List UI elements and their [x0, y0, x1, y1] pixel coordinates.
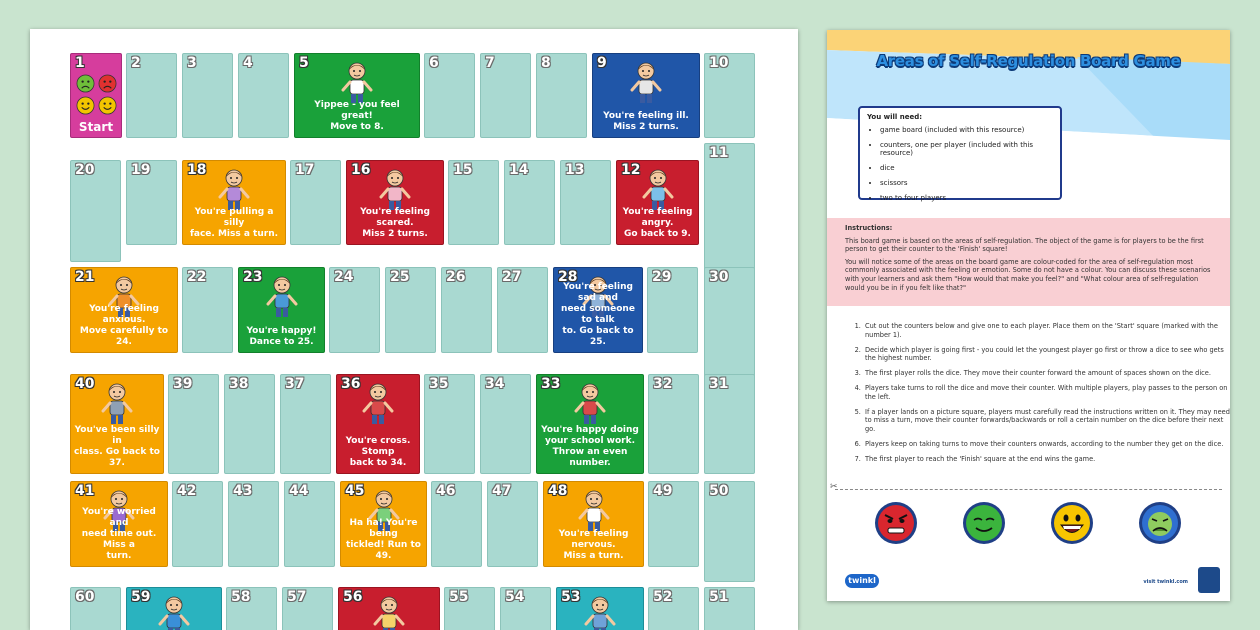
- calm-face-icon: [76, 96, 95, 115]
- square-number: 32: [653, 376, 673, 392]
- board-square-8: [536, 53, 587, 138]
- intro-box: [827, 218, 1230, 306]
- board-square-35: [424, 374, 475, 474]
- step-item: 6. Players keep on taking turns to move their counters onwards, according to the number they get on the dice.: [863, 440, 1230, 449]
- cut-line: [835, 489, 1222, 490]
- square-number: 55: [449, 589, 469, 605]
- step-item: 1. Cut out the counters below and give one to each player. Place them on the 'Start' square (marked with the number 1).: [863, 322, 1230, 340]
- square-instruction: You're feeling angry. Go back to 9.: [622, 207, 693, 239]
- square-number: 37: [285, 376, 305, 392]
- board-square-43: [228, 481, 279, 567]
- board-square-45: [340, 481, 427, 567]
- board-square-47: [487, 481, 538, 567]
- board-square-9: [592, 53, 700, 138]
- square-number: 43: [233, 483, 253, 499]
- board-square-23: [238, 267, 325, 353]
- class-silly-icon: [97, 381, 137, 425]
- square-instruction: You're happy doing your school work. Throw an even number.: [541, 425, 639, 468]
- scissors-icon: ✂: [830, 482, 838, 492]
- step-item: 4. Players take turns to roll the dice and move their counter. With multiple players, play passes to the person on the left.: [863, 384, 1230, 402]
- square-number: 5: [299, 55, 309, 71]
- square-number: 49: [653, 483, 673, 499]
- square-number: 26: [446, 269, 466, 285]
- board-square-29: [647, 267, 698, 353]
- square-number: 22: [187, 269, 207, 285]
- board-square-36: [336, 374, 420, 474]
- requirements-heading: You will need:: [867, 113, 923, 121]
- board-square-32: [648, 374, 699, 474]
- board-square-14: [504, 160, 555, 245]
- square-number: 23: [243, 269, 263, 285]
- square-number: 13: [565, 162, 585, 178]
- square-number: 19: [131, 162, 151, 178]
- girl-dancing-icon: [337, 60, 377, 104]
- board-square-51: [704, 587, 755, 630]
- square-number: 59: [131, 589, 151, 605]
- board-square-31: [704, 374, 755, 474]
- board-square-59: [126, 587, 222, 630]
- square-number: 60: [75, 589, 95, 605]
- girl-table-icon: [369, 594, 409, 630]
- start-square: [70, 53, 122, 138]
- requirement-item: • game board (included with this resource): [880, 126, 1053, 134]
- square-instruction: Yippee - you feel great! Move to 8.: [314, 100, 400, 132]
- square-number: 16: [351, 162, 371, 178]
- site-link[interactable]: visit twinkl.com: [1143, 579, 1188, 585]
- board-square-18: [182, 160, 286, 245]
- square-instruction: You're happy! Dance to 25.: [246, 326, 317, 347]
- ill-face-icon: [76, 74, 95, 93]
- square-number: 10: [709, 55, 729, 71]
- board-square-60: [70, 587, 121, 630]
- square-number: 18: [187, 162, 207, 178]
- square-number: 2: [131, 55, 141, 71]
- intro-paragraph: This board game is based on the areas of self-regulation. The object of the game is for players to be the first person to get their counter to the 'Finish' square!: [845, 236, 1204, 254]
- board-square-40: [70, 374, 164, 474]
- step-item: 7. The first player to reach the 'Finish' square at the end wins the game.: [863, 455, 1230, 464]
- step-item: 5. If a player lands on a picture square, players must carefully read the instructions written on it. They may need to miss a turn, move their counter forwards/backwards or roll a certain number on the dice before their next go.: [863, 408, 1230, 434]
- square-number: 52: [653, 589, 673, 605]
- board-square-34: [480, 374, 531, 474]
- board-square-44: [284, 481, 335, 567]
- board-square-55: [444, 587, 495, 630]
- square-number: 4: [243, 55, 253, 71]
- square-instruction: You're cross. Stomp back to 34.: [345, 436, 411, 468]
- square-instruction: You're pulling a silly face. Miss a turn.: [189, 207, 279, 239]
- square-number: 36: [341, 376, 361, 392]
- boy-door-icon: [580, 594, 620, 630]
- boy-happy-icon: [262, 274, 302, 318]
- girl-silly-icon: [214, 167, 254, 211]
- counter-green-calm-icon: [961, 500, 1007, 546]
- board-square-22: [182, 267, 233, 353]
- square-number: 7: [485, 55, 495, 71]
- square-number: 35: [429, 376, 449, 392]
- intro-paragraph: You will notice some of the areas on the board game are colour-coded for the area of self-regulation most commonly associated with the feeling or emotion. Some do not have a colour. You can discuss these scenarios with your learners and ask them "How would that make you feel?" and "What colour area of self-regulation would you be in if you felt like that?": [845, 257, 1211, 292]
- square-number: 51: [709, 589, 729, 605]
- girl-ill-icon: [626, 60, 666, 104]
- requirements-box: [858, 106, 1062, 200]
- board-square-57: [282, 587, 333, 630]
- square-number: 53: [561, 589, 581, 605]
- board-square-48: [543, 481, 644, 567]
- square-number: 27: [502, 269, 522, 285]
- board-square-46: [431, 481, 482, 567]
- board-square-42: [172, 481, 223, 567]
- square-instruction: You're feeling sad and need someone to talk to. Go back to 25.: [561, 282, 635, 347]
- counter-blue-ill-icon: [1137, 500, 1183, 546]
- square-number: 11: [709, 145, 729, 161]
- square-number: 58: [231, 589, 251, 605]
- board-square-52: [648, 587, 699, 630]
- square-number: 45: [345, 483, 365, 499]
- page-title: Areas of Self-Regulation Board Game: [876, 52, 1181, 70]
- board-square-58: [226, 587, 277, 630]
- square-number: 39: [173, 376, 193, 392]
- board-square-17: [290, 160, 341, 245]
- counter-yellow-happy-icon: [1049, 500, 1095, 546]
- boy-cross-icon: [358, 381, 398, 425]
- board-square-39: [168, 374, 219, 474]
- square-number: 57: [287, 589, 307, 605]
- square-number: 15: [453, 162, 473, 178]
- board-square-54: [500, 587, 551, 630]
- square-number: 38: [229, 376, 249, 392]
- board-square-50: [704, 481, 755, 582]
- square-number: 46: [436, 483, 456, 499]
- angry-face-icon: [98, 74, 117, 93]
- square-number: 12: [621, 162, 641, 178]
- square-number: 50: [709, 483, 729, 499]
- square-number: 8: [541, 55, 551, 71]
- step-item: 2. Decide which player is going first - you could let the youngest player go first or throw a dice to see who gets the highest number.: [863, 346, 1230, 364]
- square-number: 44: [289, 483, 309, 499]
- square-number: 25: [390, 269, 410, 285]
- board-square-24: [329, 267, 380, 353]
- square-number: 54: [505, 589, 525, 605]
- board-square-27: [497, 267, 548, 353]
- square-instruction: You're feeling nervous. Miss a turn.: [558, 529, 629, 561]
- requirement-item: • scissors: [880, 179, 1053, 187]
- board-square-20: [70, 160, 121, 262]
- square-number: 40: [75, 376, 95, 392]
- board-square-37: [280, 374, 331, 474]
- square-number: 6: [429, 55, 439, 71]
- square-number: 33: [541, 376, 561, 392]
- square-number: 29: [652, 269, 672, 285]
- board-square-5: [294, 53, 420, 138]
- square-instruction: You're feeling ill. Miss 2 turns.: [603, 111, 689, 132]
- brand-badge-icon: [1198, 567, 1220, 593]
- square-number: 20: [75, 162, 95, 178]
- requirements-list: [867, 126, 1053, 202]
- board-square-21: [70, 267, 178, 353]
- requirement-item: • dice: [880, 164, 1053, 172]
- square-number: 1: [75, 55, 85, 71]
- square-instruction: You're feeling scared. Miss 2 turns.: [360, 207, 430, 239]
- requirement-item: • counters, one per player (included with this resource): [880, 141, 1053, 157]
- step-item: 3. The first player rolls the dice. They move their counter forward the amount of spaces shown on the dice.: [863, 369, 1230, 378]
- girl-nervous-icon: [574, 488, 614, 532]
- square-number: 3: [187, 55, 197, 71]
- square-number: 41: [75, 483, 95, 499]
- board-square-2: [126, 53, 177, 138]
- square-instruction: You've been silly in class. Go back to 37.: [74, 425, 160, 468]
- square-instruction: Ha ha! You're being tickled! Run to 49.: [346, 518, 421, 561]
- board-square-19: [126, 160, 177, 245]
- board-square-38: [224, 374, 275, 474]
- square-number: 17: [295, 162, 315, 178]
- board-square-12: [616, 160, 699, 245]
- board-square-6: [424, 53, 475, 138]
- twinkl-logo: twinkl: [845, 574, 879, 588]
- square-number: 14: [509, 162, 529, 178]
- boy-angry-icon: [638, 167, 678, 211]
- board-square-10: [704, 53, 755, 138]
- board-square-15: [448, 160, 499, 245]
- boy-computer-icon: [570, 381, 610, 425]
- board-square-49: [648, 481, 699, 567]
- square-number: 31: [709, 376, 729, 392]
- boy-jump-icon: [154, 594, 194, 630]
- instructions-page: [827, 30, 1230, 601]
- board-square-16: [346, 160, 444, 245]
- board-square-3: [182, 53, 233, 138]
- square-number: 28: [558, 269, 578, 285]
- board-square-28: [553, 267, 643, 353]
- steps-list: [843, 322, 1230, 470]
- board-square-56: [338, 587, 440, 630]
- square-number: 24: [334, 269, 354, 285]
- board-square-25: [385, 267, 436, 353]
- board-square-41: [70, 481, 168, 567]
- square-number: 48: [548, 483, 568, 499]
- square-instruction: You're feeling anxious. Move carefully to 24.: [79, 304, 169, 347]
- happy-face-icon: [98, 96, 117, 115]
- game-board-page: [30, 29, 798, 630]
- start-label: Start: [78, 120, 114, 134]
- square-number: 9: [597, 55, 607, 71]
- board-square-7: [480, 53, 531, 138]
- square-number: 30: [709, 269, 729, 285]
- square-instruction: You're worried and need time out. Miss a turn.: [81, 507, 157, 561]
- counter-red-angry-icon: [873, 500, 919, 546]
- requirement-item: • two to four players: [880, 194, 1053, 202]
- square-number: 42: [177, 483, 197, 499]
- square-number: 21: [75, 269, 95, 285]
- square-number: 56: [343, 589, 363, 605]
- board-square-33: [536, 374, 644, 474]
- square-number: 47: [492, 483, 512, 499]
- girl-scared-icon: [375, 167, 415, 211]
- board-square-4: [238, 53, 289, 138]
- board-square-13: [560, 160, 611, 245]
- intro-heading: Instructions:: [845, 224, 893, 232]
- square-number: 34: [485, 376, 505, 392]
- board-square-53: [556, 587, 644, 630]
- board-square-26: [441, 267, 492, 353]
